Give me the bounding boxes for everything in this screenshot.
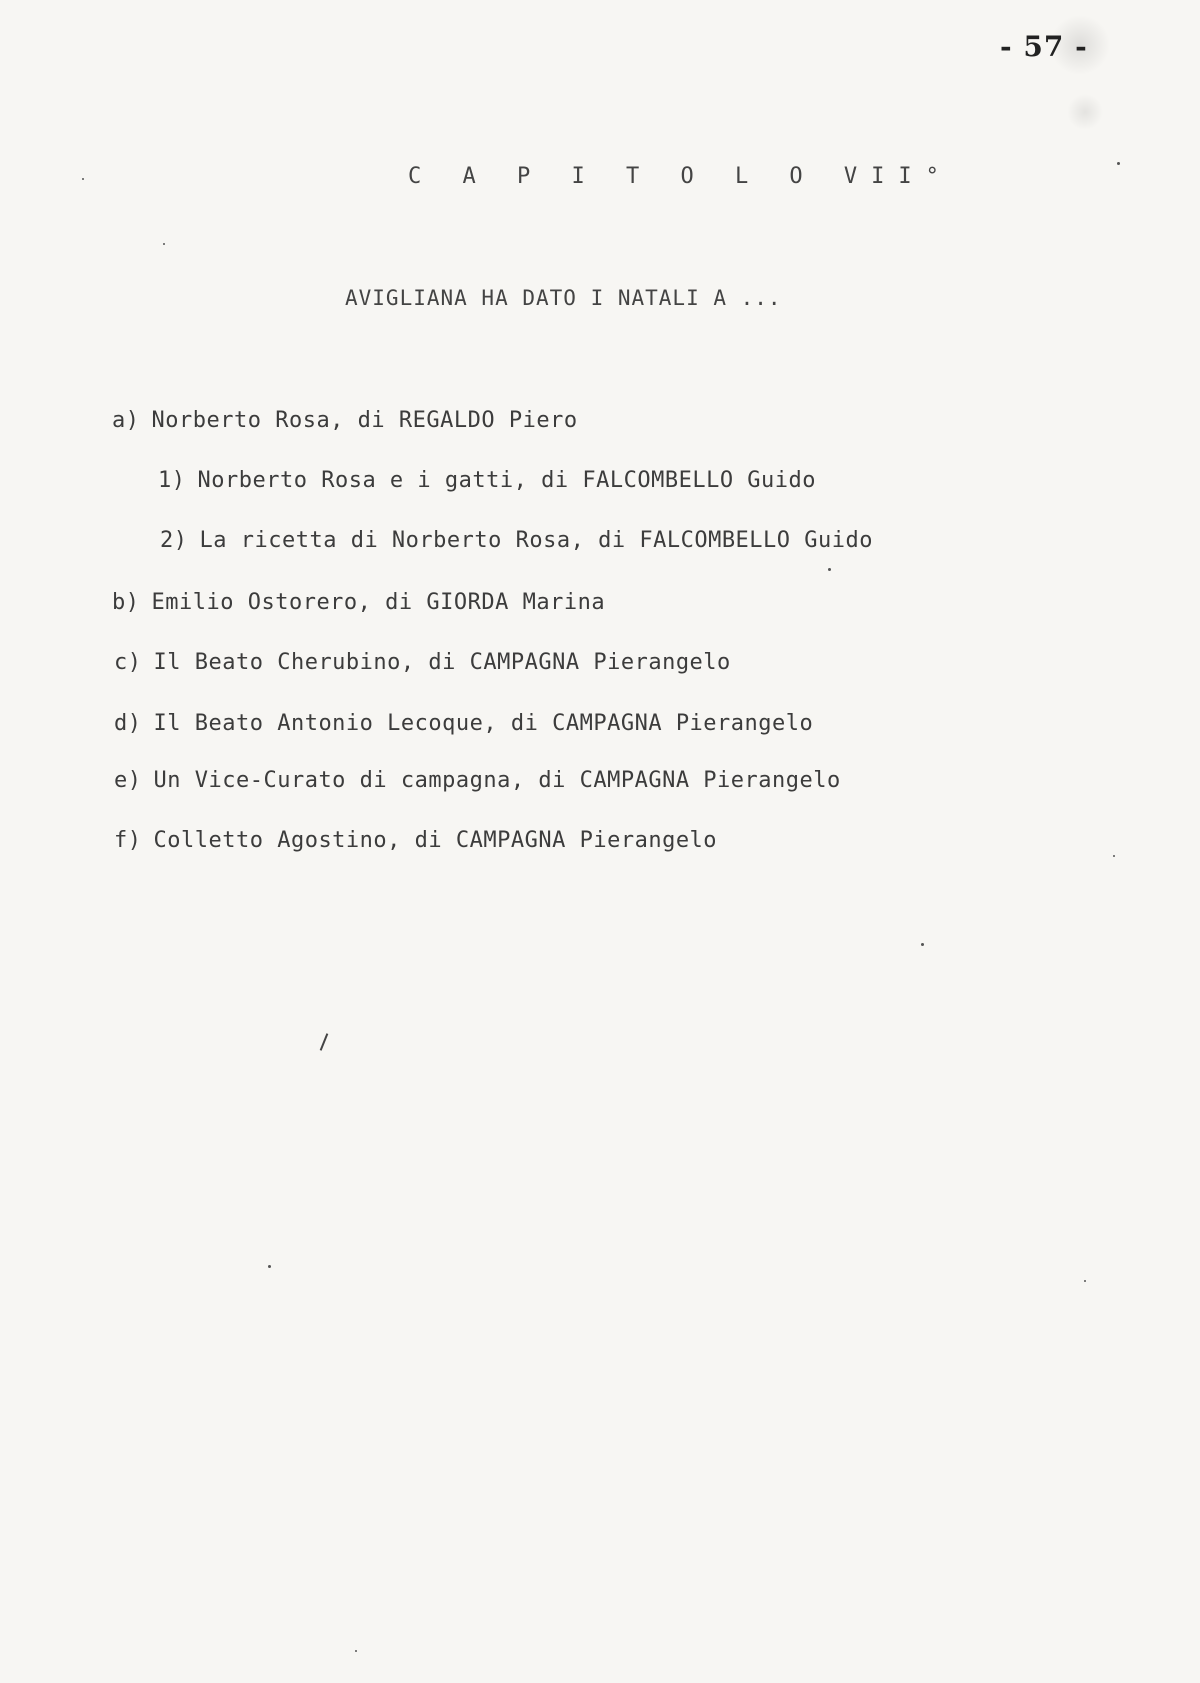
scan-speck bbox=[163, 243, 165, 245]
list-item-text: Colletto Agostino, di CAMPAGNA Pierangelo bbox=[153, 828, 718, 853]
list-item-text: La ricetta di Norberto Rosa, di FALCOMBELLO Guido bbox=[199, 528, 874, 553]
list-item-marker: d) bbox=[114, 711, 142, 736]
list-item-marker: e) bbox=[114, 768, 142, 793]
list-item bbox=[112, 590, 605, 615]
list-item bbox=[114, 828, 717, 853]
chapter-title: C A P I T O L O VII° bbox=[408, 164, 953, 189]
list-item bbox=[114, 711, 813, 736]
list-item bbox=[160, 528, 873, 553]
list-item-text: Il Beato Antonio Lecoque, di CAMPAGNA Pierangelo bbox=[153, 711, 814, 736]
list-item-text: Norberto Rosa, di REGALDO Piero bbox=[151, 408, 578, 433]
scan-speck bbox=[1084, 1280, 1086, 1282]
scan-speck bbox=[921, 943, 924, 946]
scan-speck bbox=[355, 1650, 357, 1652]
list-item-marker: 1) bbox=[158, 468, 186, 493]
list-item bbox=[114, 768, 841, 793]
scan-mark bbox=[320, 1033, 329, 1050]
list-item-marker: 2) bbox=[160, 528, 188, 553]
list-item bbox=[112, 408, 578, 433]
page-number: - 57 - bbox=[1000, 30, 1088, 63]
scan-speck bbox=[268, 1265, 271, 1268]
list-item-marker: a) bbox=[112, 408, 140, 433]
list-item bbox=[114, 650, 731, 675]
list-item-text: Il Beato Cherubino, di CAMPAGNA Pierangelo bbox=[153, 650, 731, 675]
list-item-text: Un Vice-Curato di campagna, di CAMPAGNA Pierangelo bbox=[153, 768, 841, 793]
scan-speck bbox=[82, 178, 84, 180]
scan-speck bbox=[1113, 855, 1115, 857]
list-item-marker: b) bbox=[112, 590, 140, 615]
scan-speck bbox=[828, 568, 831, 571]
chapter-subtitle: AVIGLIANA HA DATO I NATALI A ... bbox=[345, 286, 782, 310]
list-item bbox=[158, 468, 816, 493]
scan-speck bbox=[1117, 162, 1120, 165]
list-item-marker: f) bbox=[114, 828, 142, 853]
list-item-text: Emilio Ostorero, di GIORDA Marina bbox=[151, 590, 606, 615]
list-item-text: Norberto Rosa e i gatti, di FALCOMBELLO Guido bbox=[197, 468, 817, 493]
list-item-marker: c) bbox=[114, 650, 142, 675]
